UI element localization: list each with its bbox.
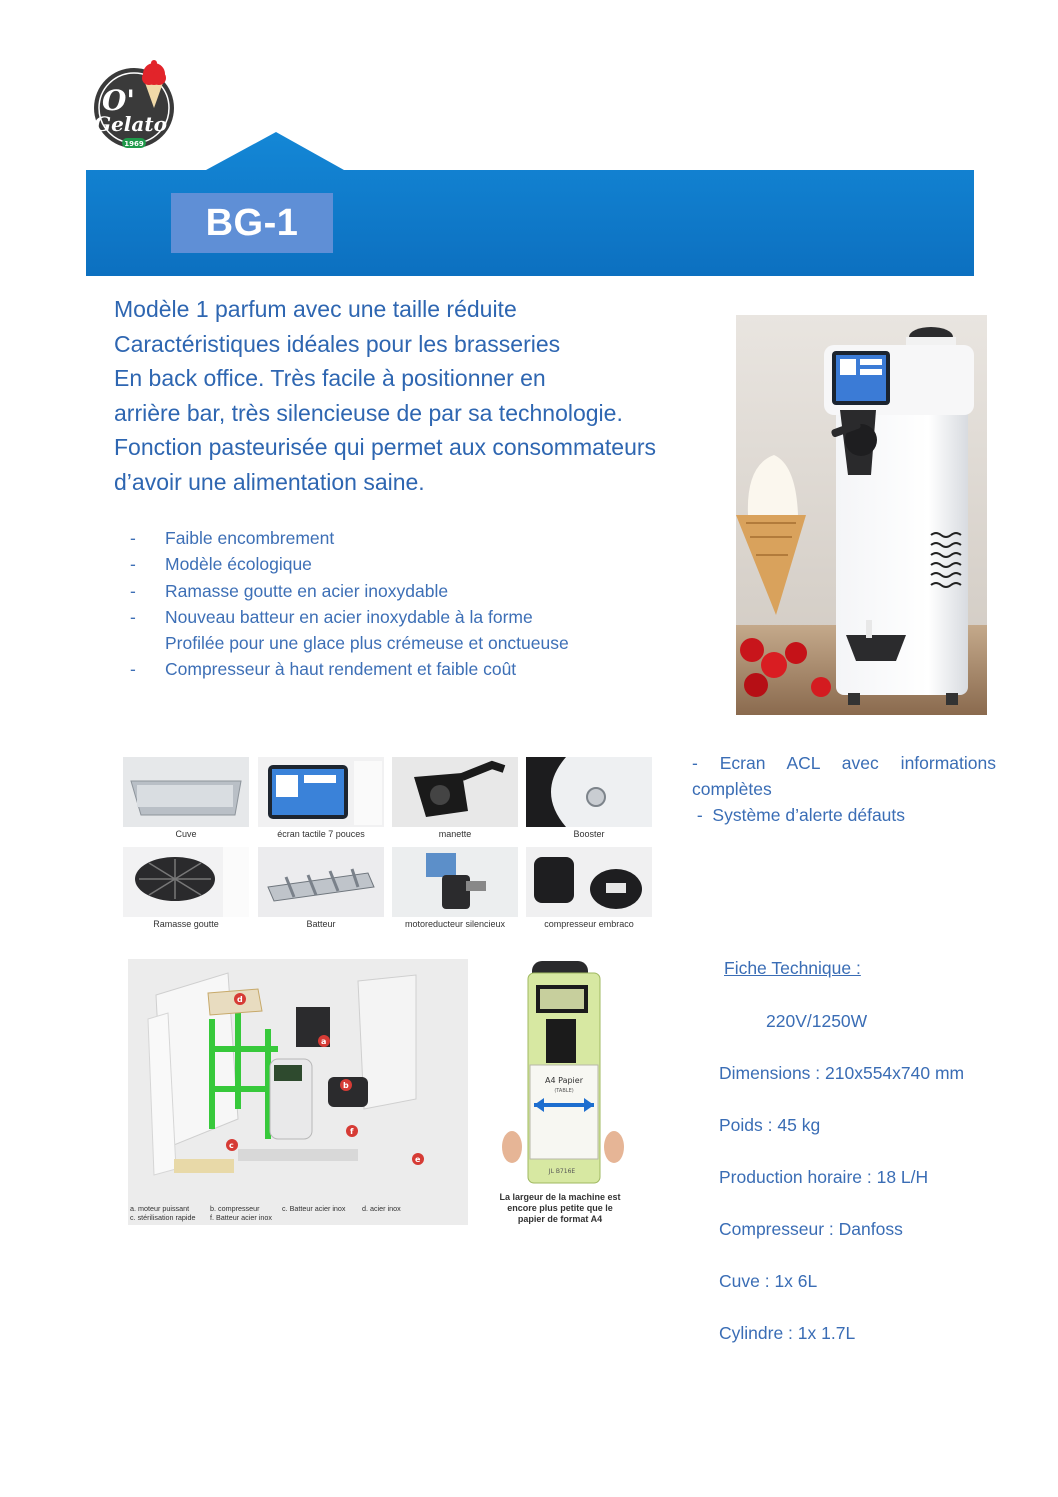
legend-item: a. moteur puissant [130, 1204, 190, 1213]
feature-text: Ramasse goutte en acier inoxydable [165, 580, 449, 601]
beater-icon [258, 847, 384, 917]
tech-power: 220V/1250W [766, 1011, 868, 1031]
screen-notes [692, 750, 996, 828]
legend-item: c. stérilisation rapide [130, 1213, 196, 1222]
tank-icon [123, 757, 249, 827]
a4-model-code: JL B716E [548, 1168, 576, 1175]
part-caption: Cuve [175, 829, 197, 839]
handle-icon [392, 757, 518, 827]
feature-continuation: Profilée pour une glace plus crémeuse et onctueuse [165, 633, 569, 654]
tech-weight: Poids : 45 kg [719, 1115, 821, 1135]
tech-dimensions: Dimensions : 210x554x740 mm [719, 1063, 965, 1083]
note-line: - Ecran ACL avec informations [692, 753, 996, 773]
a4-sublabel: (TABLE) [554, 1088, 574, 1094]
diagram-marker: f [350, 1127, 354, 1136]
intro-line: Fonction pasteurisée qui permet aux consommateurs [114, 434, 657, 461]
parts-grid [123, 757, 655, 933]
logo-word: Gelato [94, 112, 167, 136]
diagram-marker: e [415, 1155, 421, 1164]
feature-text: Modèle écologique [165, 554, 312, 575]
part-caption: Batteur [306, 919, 336, 929]
motor-icon [392, 847, 518, 917]
note-line: - Système d’alerte défauts [692, 805, 906, 825]
diagram-legend [130, 1204, 470, 1222]
drip-tray-icon [123, 847, 249, 917]
feature-text: Compresseur à haut rendement et faible coût [165, 659, 517, 680]
a4-label: A4 Papier [545, 1076, 583, 1085]
part-caption: motoreducteur silencieux [404, 919, 506, 929]
part-caption: manette [438, 829, 472, 839]
feature-list [130, 525, 690, 683]
tech-tank: Cuve : 1x 6L [719, 1271, 818, 1291]
list-item: - Modèle écologique [130, 554, 312, 575]
touchscreen-icon [258, 757, 384, 827]
part-booster [526, 757, 652, 845]
intro-text [114, 292, 744, 500]
list-item: - Nouveau batteur en acier inoxydable à la forme Profilée pour une glace plus crémeuse et onctueuse [130, 604, 690, 657]
part-caption: écran tactile 7 pouces [277, 829, 365, 839]
tech-production: Production horaire : 18 L/H [719, 1167, 929, 1187]
logo-year: 1969 [124, 140, 144, 148]
tech-compressor: Compresseur : Danfoss [719, 1219, 903, 1239]
legend-item: d. acier inox [362, 1204, 401, 1213]
part-caption: compresseur embraco [544, 919, 634, 929]
intro-line: Caractéristiques idéales pour les brasseries [114, 330, 561, 357]
intro-line: Modèle 1 parfum avec une taille réduite [114, 296, 517, 322]
list-item: - Faible encombrement [130, 528, 335, 548]
part-motor [392, 847, 518, 935]
tech-cylinder: Cylindre : 1x 1.7L [719, 1323, 856, 1343]
a4-caption: papier de format A4 [517, 1214, 603, 1224]
list-item: - Compresseur à haut rendement et faible coût [130, 659, 517, 680]
a4-comparison [474, 959, 650, 1226]
a4-caption: encore plus petite que le [507, 1203, 613, 1213]
compressor-icon [526, 847, 652, 917]
logo-letter: O' [102, 84, 135, 117]
intro-line: d’avoir une alimentation saine. [114, 468, 425, 495]
feature-text: Nouveau batteur en acier inoxydable à la forme [165, 606, 533, 627]
part-caption: Ramasse goutte [153, 919, 219, 929]
diagram-marker: a [321, 1037, 327, 1046]
part-drip-tray [123, 847, 249, 935]
part-touchscreen [258, 757, 384, 845]
part-caption: Booster [573, 829, 605, 839]
legend-item: c. Batteur acier inox [282, 1204, 346, 1213]
note-line: complètes [692, 779, 772, 799]
legend-item: b. compresseur [210, 1204, 260, 1213]
model-title: BG-1 [171, 193, 333, 253]
diagram-marker: c [229, 1141, 234, 1150]
diagram-marker: d [237, 995, 243, 1004]
legend-item: f. Batteur acier inox [210, 1213, 272, 1222]
part-tank [123, 757, 249, 845]
list-item: - Ramasse goutte en acier inoxydable [130, 580, 449, 601]
intro-line: arrière bar, très silencieuse de par sa technologie. [114, 399, 623, 426]
diagram-marker: b [343, 1081, 349, 1090]
feature-text: Faible encombrement [165, 528, 335, 548]
product-photo [736, 315, 987, 715]
a4-caption: La largeur de la machine est [499, 1192, 621, 1202]
tech-title: Fiche Technique : [724, 958, 861, 978]
booster-icon [526, 757, 652, 827]
intro-line: En back office. Très facile à positionner en [114, 365, 546, 392]
part-compressor [526, 847, 652, 935]
part-handle [392, 757, 518, 845]
part-beater [258, 847, 384, 935]
exploded-diagram [128, 959, 468, 1225]
